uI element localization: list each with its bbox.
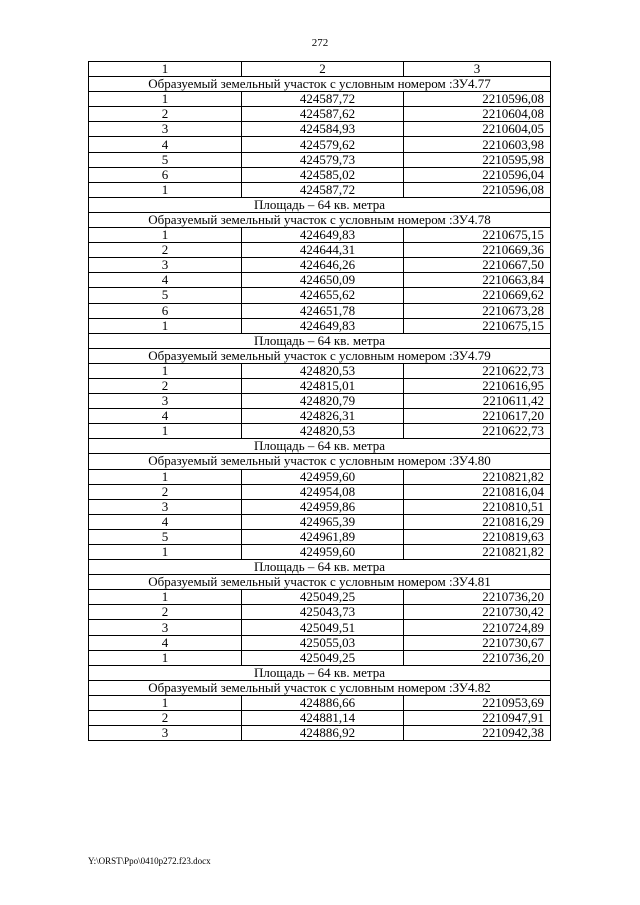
point-number: 1	[89, 590, 242, 605]
x-coordinate: 425049,51	[242, 620, 404, 635]
table-row	[89, 273, 551, 288]
y-coordinate: 2210669,36	[404, 243, 551, 258]
y-coordinate: 2210947,91	[404, 711, 551, 726]
x-coordinate: 424959,60	[242, 545, 404, 560]
y-coordinate: 2210604,08	[404, 107, 551, 122]
point-number: 4	[89, 635, 242, 650]
y-coordinate: 2210736,20	[404, 650, 551, 665]
table-row	[89, 711, 551, 726]
point-number: 4	[89, 409, 242, 424]
area-row	[89, 439, 551, 454]
point-number: 6	[89, 167, 242, 182]
point-number: 1	[89, 469, 242, 484]
table-row	[89, 394, 551, 409]
y-coordinate: 2210673,28	[404, 303, 551, 318]
point-number: 2	[89, 378, 242, 393]
y-coordinate: 2210611,42	[404, 394, 551, 409]
y-coordinate: 2210595,98	[404, 152, 551, 167]
table-row	[89, 620, 551, 635]
y-coordinate: 2210596,08	[404, 182, 551, 197]
coordinates-table-body	[89, 62, 551, 741]
y-coordinate: 2210667,50	[404, 258, 551, 273]
table-row	[89, 137, 551, 152]
y-coordinate: 2210675,15	[404, 318, 551, 333]
point-number: 5	[89, 152, 242, 167]
y-coordinate: 2210942,38	[404, 726, 551, 741]
table-row	[89, 484, 551, 499]
point-number: 1	[89, 92, 242, 107]
table-row	[89, 363, 551, 378]
section-title-row	[89, 212, 551, 227]
point-number: 5	[89, 288, 242, 303]
y-coordinate: 2210724,89	[404, 620, 551, 635]
y-coordinate: 2210730,42	[404, 605, 551, 620]
y-coordinate: 2210816,29	[404, 514, 551, 529]
y-coordinate: 2210816,04	[404, 484, 551, 499]
point-number: 3	[89, 620, 242, 635]
table-row	[89, 529, 551, 544]
x-coordinate: 425049,25	[242, 650, 404, 665]
section-title: Образуемый земельный участок с условным номером :ЗУ4.81	[89, 575, 551, 590]
x-coordinate: 424579,62	[242, 137, 404, 152]
y-coordinate: 2210669,62	[404, 288, 551, 303]
y-coordinate: 2210616,95	[404, 378, 551, 393]
x-coordinate: 424584,93	[242, 122, 404, 137]
table-row	[89, 469, 551, 484]
table-row	[89, 499, 551, 514]
section-title-row	[89, 575, 551, 590]
x-coordinate: 424954,08	[242, 484, 404, 499]
point-number: 3	[89, 499, 242, 514]
point-number: 3	[89, 394, 242, 409]
section-title: Образуемый земельный участок с условным номером :ЗУ4.78	[89, 212, 551, 227]
table-row	[89, 545, 551, 560]
point-number: 6	[89, 303, 242, 318]
table-row	[89, 167, 551, 182]
x-coordinate: 425043,73	[242, 605, 404, 620]
x-coordinate: 424649,83	[242, 228, 404, 243]
y-coordinate: 2210622,73	[404, 424, 551, 439]
table-row	[89, 590, 551, 605]
section-title-row	[89, 680, 551, 695]
x-coordinate: 425055,03	[242, 635, 404, 650]
x-coordinate: 424886,66	[242, 695, 404, 710]
table-row	[89, 122, 551, 137]
area-label: Площадь – 64 кв. метра	[89, 333, 551, 348]
x-coordinate: 424651,78	[242, 303, 404, 318]
y-coordinate: 2210953,69	[404, 695, 551, 710]
point-number: 3	[89, 258, 242, 273]
section-title: Образуемый земельный участок с условным номером :ЗУ4.82	[89, 680, 551, 695]
y-coordinate: 2210596,08	[404, 92, 551, 107]
x-coordinate: 424826,31	[242, 409, 404, 424]
x-coordinate: 424959,60	[242, 469, 404, 484]
area-row	[89, 560, 551, 575]
table-row	[89, 288, 551, 303]
point-number: 2	[89, 484, 242, 499]
x-coordinate: 424959,86	[242, 499, 404, 514]
point-number: 4	[89, 137, 242, 152]
table-row	[89, 635, 551, 650]
header-cell-x: 2	[242, 62, 404, 77]
table-row	[89, 514, 551, 529]
section-title: Образуемый земельный участок с условным номером :ЗУ4.77	[89, 77, 551, 92]
x-coordinate: 424961,89	[242, 529, 404, 544]
table-row	[89, 409, 551, 424]
area-row	[89, 197, 551, 212]
x-coordinate: 424587,72	[242, 182, 404, 197]
y-coordinate: 2210603,98	[404, 137, 551, 152]
table-row	[89, 228, 551, 243]
section-title-row	[89, 77, 551, 92]
point-number: 5	[89, 529, 242, 544]
x-coordinate: 424646,26	[242, 258, 404, 273]
table-row	[89, 650, 551, 665]
point-number: 3	[89, 122, 242, 137]
table-row	[89, 605, 551, 620]
y-coordinate: 2210810,51	[404, 499, 551, 514]
coordinates-table	[88, 61, 551, 741]
point-number: 1	[89, 363, 242, 378]
point-number: 4	[89, 273, 242, 288]
y-coordinate: 2210821,82	[404, 469, 551, 484]
x-coordinate: 424649,83	[242, 318, 404, 333]
y-coordinate: 2210819,63	[404, 529, 551, 544]
section-title: Образуемый земельный участок с условным номером :ЗУ4.79	[89, 348, 551, 363]
table-row	[89, 258, 551, 273]
area-label: Площадь – 64 кв. метра	[89, 197, 551, 212]
x-coordinate: 424881,14	[242, 711, 404, 726]
y-coordinate: 2210622,73	[404, 363, 551, 378]
x-coordinate: 424587,62	[242, 107, 404, 122]
x-coordinate: 424820,53	[242, 363, 404, 378]
table-row	[89, 107, 551, 122]
section-title-row	[89, 348, 551, 363]
x-coordinate: 424650,09	[242, 273, 404, 288]
table-row	[89, 303, 551, 318]
point-number: 2	[89, 243, 242, 258]
point-number: 2	[89, 605, 242, 620]
point-number: 1	[89, 650, 242, 665]
table-row	[89, 243, 551, 258]
y-coordinate: 2210596,04	[404, 167, 551, 182]
point-number: 1	[89, 228, 242, 243]
table-row	[89, 695, 551, 710]
area-label: Площадь – 64 кв. метра	[89, 560, 551, 575]
x-coordinate: 424886,92	[242, 726, 404, 741]
page-number: 272	[311, 37, 329, 49]
y-coordinate: 2210675,15	[404, 228, 551, 243]
x-coordinate: 424585,02	[242, 167, 404, 182]
area-label: Площадь – 64 кв. метра	[89, 439, 551, 454]
point-number: 2	[89, 711, 242, 726]
table-row	[89, 726, 551, 741]
point-number: 1	[89, 695, 242, 710]
y-coordinate: 2210604,05	[404, 122, 551, 137]
y-coordinate: 2210821,82	[404, 545, 551, 560]
table-row	[89, 152, 551, 167]
y-coordinate: 2210730,67	[404, 635, 551, 650]
point-number: 1	[89, 318, 242, 333]
header-cell-point: 1	[89, 62, 242, 77]
point-number: 1	[89, 424, 242, 439]
header-row	[89, 62, 551, 77]
y-coordinate: 2210617,20	[404, 409, 551, 424]
x-coordinate: 424965,39	[242, 514, 404, 529]
point-number: 1	[89, 182, 242, 197]
area-row	[89, 333, 551, 348]
x-coordinate: 424655,62	[242, 288, 404, 303]
x-coordinate: 424820,79	[242, 394, 404, 409]
section-title: Образуемый земельный участок с условным номером :ЗУ4.80	[89, 454, 551, 469]
section-title-row	[89, 454, 551, 469]
table-row	[89, 424, 551, 439]
point-number: 3	[89, 726, 242, 741]
table-row	[89, 318, 551, 333]
table-row	[89, 378, 551, 393]
header-cell-y: 3	[404, 62, 551, 77]
x-coordinate: 424644,31	[242, 243, 404, 258]
table-row	[89, 182, 551, 197]
point-number: 4	[89, 514, 242, 529]
y-coordinate: 2210736,20	[404, 590, 551, 605]
x-coordinate: 424820,53	[242, 424, 404, 439]
point-number: 2	[89, 107, 242, 122]
x-coordinate: 424815,01	[242, 378, 404, 393]
x-coordinate: 425049,25	[242, 590, 404, 605]
table-row	[89, 92, 551, 107]
area-row	[89, 665, 551, 680]
x-coordinate: 424587,72	[242, 92, 404, 107]
footer-file-path: Y:\ORST\Ppo\0410p272.f23.docx	[88, 856, 211, 866]
area-label: Площадь – 64 кв. метра	[89, 665, 551, 680]
y-coordinate: 2210663,84	[404, 273, 551, 288]
point-number: 1	[89, 545, 242, 560]
x-coordinate: 424579,73	[242, 152, 404, 167]
